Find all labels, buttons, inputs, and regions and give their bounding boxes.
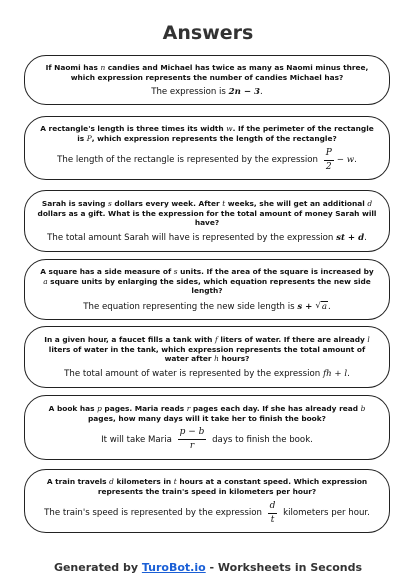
question-text: A rectangle's length is three times its width w. If the perimeter of the rectangle is P, which expression represents the length of the rectangle?	[40, 124, 374, 143]
question-card-2	[24, 116, 390, 180]
page-title: Answers	[162, 22, 254, 44]
answer-text: The train's speed is represented by the expression $\frac{d}{t}$ kilometers per hour.	[44, 500, 370, 525]
answer-text: The total amount Sarah will have is represented by the expression st + d .	[47, 233, 367, 244]
fraction: $\frac{P}{2}$	[325, 147, 332, 172]
fraction: $\frac{d}{t}$	[269, 500, 276, 525]
question-card-1	[24, 55, 390, 105]
question-text: Sarah is saving s dollars every week. After t weeks, she will get an additional d dollars as a gift. What is the expression for the total amount of money Sarah will have?	[37, 198, 377, 228]
question-text: A train travels d kilometers in t hours at a constant speed. Which expression represents the train's speed in kilometers per hour?	[46, 477, 368, 496]
answer-text: The total amount of water is represented by the expression fh + l .	[64, 369, 350, 380]
footer: Generated by TuroBot.io - Worksheets in Seconds	[53, 561, 363, 574]
question-text: If Naomi has n candies and Michael has twice as many as Naomi minus three, which expression represents the number of candies Michael has?	[45, 62, 369, 82]
question-card-5	[24, 326, 390, 388]
question-card-6	[24, 395, 390, 460]
answer-text: The length of the rectangle is represented by the expression $\frac{P}{2}$ − w .	[57, 147, 357, 172]
answer-text: The equation representing the new side length is s + √ a .	[83, 301, 331, 313]
fraction: $\frac{p - b}{r}$	[179, 427, 205, 452]
question-card-4	[24, 259, 390, 320]
question-text: A book has p pages. Maria reads r pages each day. If she has already read b pages, how many days will it take her to finish the book?	[48, 403, 366, 423]
question-card-7	[24, 469, 390, 533]
question-text: In a given hour, a faucet fills a tank with f liters of water. If there are already l liters of water in the tank, which expression represents the total amount of water after h hours?	[44, 334, 370, 364]
question-card-3	[24, 190, 390, 252]
answer-text: The expression is 2n − 3 .	[151, 87, 263, 98]
square-root: √ a	[315, 301, 327, 313]
answer-text: It will take Maria $\frac{p - b}{r}$ days to finish the book.	[101, 427, 313, 452]
turobot-link[interactable]: TuroBot.io	[141, 561, 206, 574]
question-text: A square has a side measure of s units. If the area of the square is increased by a square units by enlarging the sides, which equation represents the new side length?	[40, 266, 374, 296]
